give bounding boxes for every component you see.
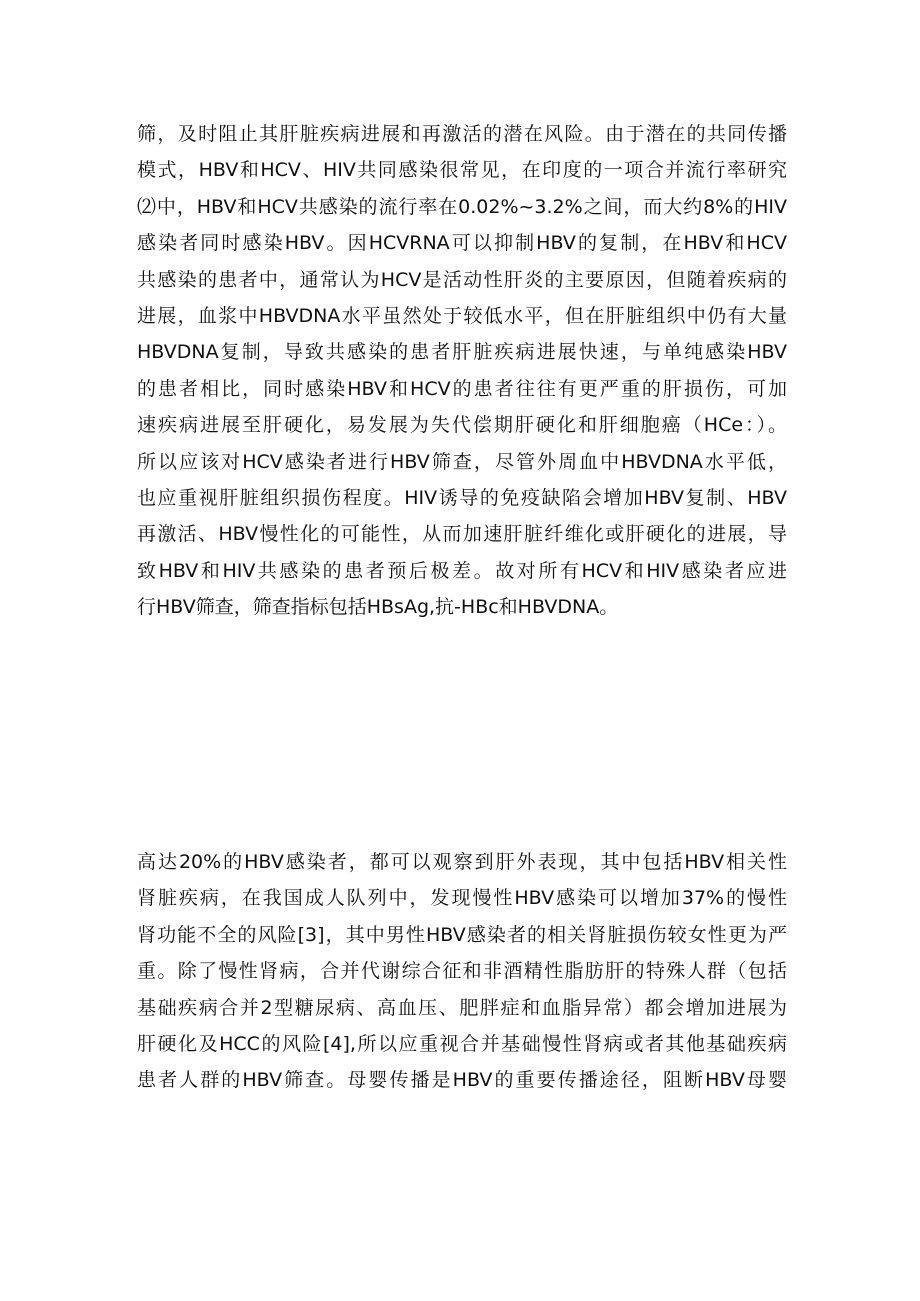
- text-line: 肝硬化及HCC的风险[4],所以应重视合并基础慢性肾病或者其他基础疾病: [137, 1032, 787, 1055]
- paragraph-coinfection: [137, 116, 787, 625]
- text-line: 致HBV和HIV共感染的患者预后极差。故对所有HCV和HIV感染者应进: [137, 559, 787, 582]
- text-line: 的患者相比，同时感染HBV和HCV的患者往往有更严重的肝损伤，可加: [137, 377, 787, 400]
- text-line: 患者人群的HBV筛查。母婴传播是HBV的重要传播途径，阻断HBV母婴: [137, 1069, 787, 1092]
- text-line: 基础疾病合并2型糖尿病、高血压、肥胖症和血脂异常）都会增加进展为: [137, 996, 787, 1019]
- text-line: 速疾病进展至肝硬化，易发展为失代偿期肝硬化和肝细胞癌（HCe：）。: [137, 414, 787, 437]
- text-line: 模式，HBV和HCV、HIV共同感染很常见，在印度的一项合并流行率研究: [137, 159, 787, 182]
- text-line: 感染者同时感染HBV。因HCVRNA可以抑制HBV的复制，在HBV和HCV: [137, 232, 787, 255]
- text-line: 所以应该对HCV感染者进行HBV筛查，尽管外周血中HBVDNA水平低，: [137, 450, 787, 473]
- text-line: 筛，及时阻止其肝脏疾病进展和再激活的潜在风险。由于潜在的共同传播: [137, 123, 787, 145]
- text-line: 也应重视肝脏组织损伤程度。HIV诱导的免疫缺陷会增加HBV复制、HBV: [137, 486, 787, 509]
- text-line: 共感染的患者中，通常认为HCV是活动性肝炎的主要原因，但随着疾病的: [137, 268, 787, 291]
- text-line: 肾脏疾病，在我国成人队列中，发现慢性HBV感染可以增加37%的慢性: [137, 887, 787, 910]
- text-line: 高达20%的HBV感染者，都可以观察到肝外表现，其中包括HBV相关性: [137, 851, 787, 873]
- paragraph-extrahepatic: [137, 844, 787, 1099]
- text-line: HBVDNA复制，导致共感染的患者肝脏疾病进展快速，与单纯感染HBV: [137, 341, 787, 364]
- text-line: 重。除了慢性肾病，合并代谢综合征和非酒精性脂肪肝的特殊人群（包括: [137, 960, 787, 983]
- text-line: ⑵中，HBV和HCV共感染的流行率在0.02%~3.2%之间，而大约8%的HIV: [137, 195, 787, 218]
- text-line: 进展，血浆中HBVDNA水平虽然处于较低水平，但在肝脏组织中仍有大量: [137, 304, 787, 327]
- text-line: 再激活、HBV慢性化的可能性，从而加速肝脏纤维化或肝硬化的进展，导: [137, 523, 787, 546]
- text-line: 肾功能不全的风险[3]，其中男性HBV感染者的相关肾脏损伤较女性更为严: [137, 923, 787, 946]
- text-line-last: 行HBV筛查，筛查指标包括HBsAg,抗-HBc和HBVDNA。: [137, 596, 619, 619]
